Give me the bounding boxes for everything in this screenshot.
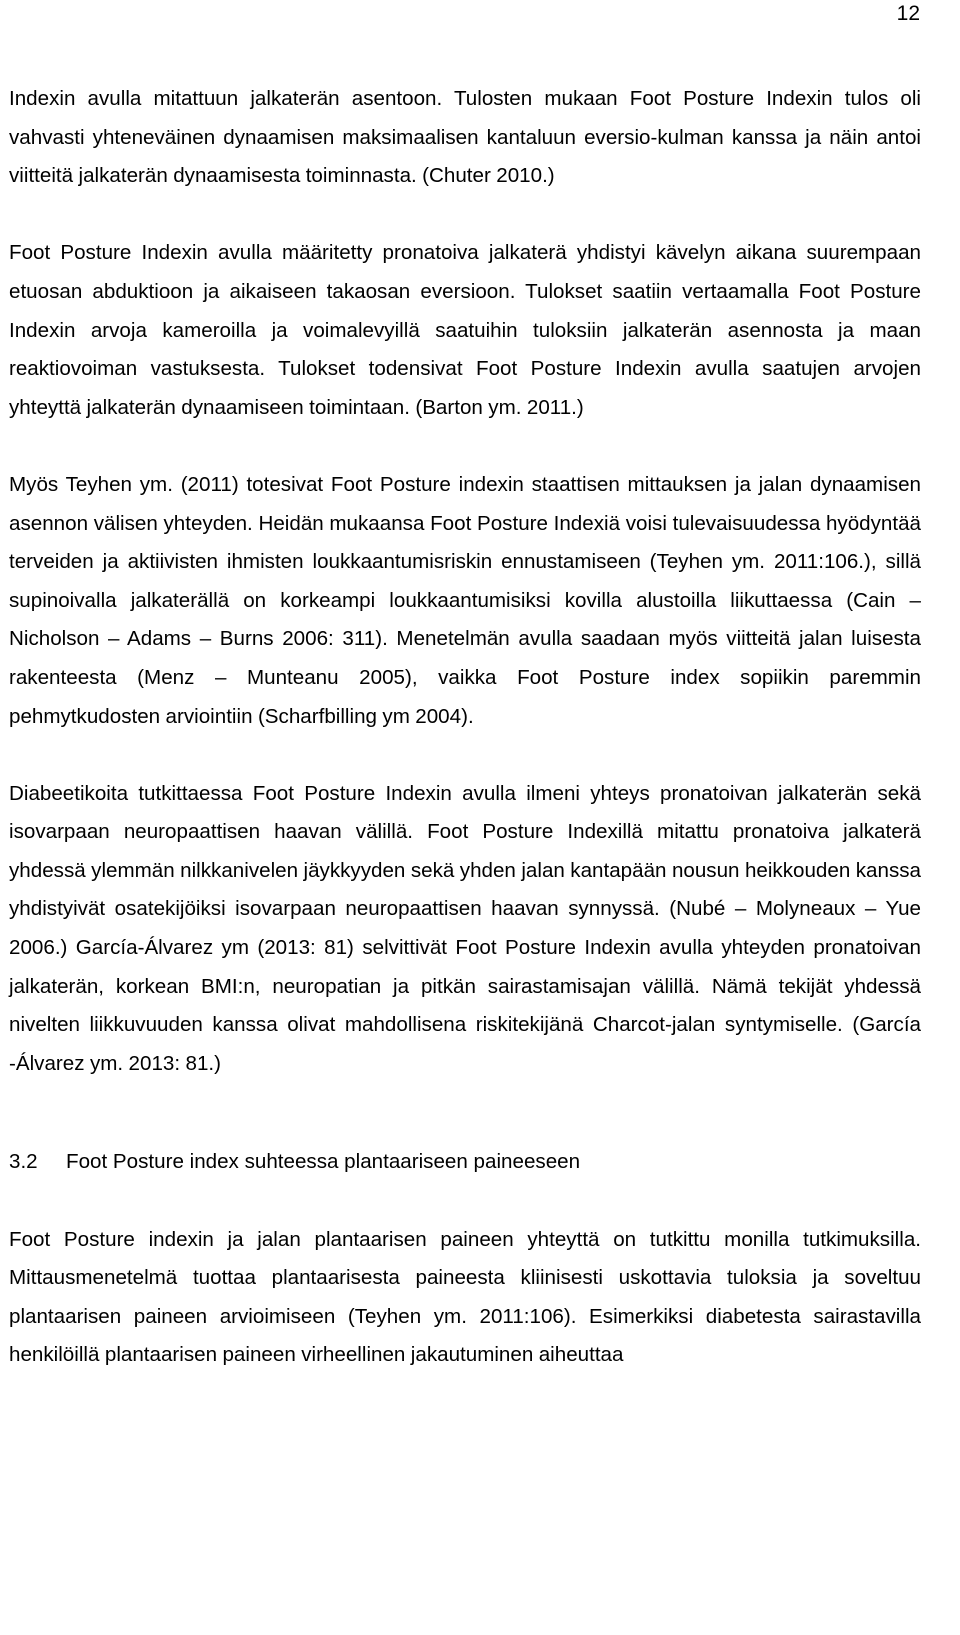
section-heading	[9, 1143, 921, 1182]
paragraph-diabetes: Diabeetikoita tutkittaessa Foot Posture Indexin avulla ilmeni yhteys pronatoivan jalkaterän sekä isovarpaan neuropaattisen haavan välillä. Foot Posture Indexillä mitattu pronatoiva jalkaterä yhdessä ylemmän nilkkanivelen jäykkyyden sekä yhden jalan kantapään nousun heikkouden kanssa yhdistyivät osatekijöiksi isovarpaan neuropaattisen haavan synnyssä. (Nubé – Molyneaux – Yue 2006.) García-Álvarez ym (2013: 81) selvittivät Foot Posture Indexin avulla yhteyden pronatoivan jalkaterän, korkean BMI:n, neuropatian ja pitkän sairastamisajan välillä. Nämä tekijät yhdessä nivelten liikkuvuuden kanssa olivat mahdollisena riskitekijänä Charcot-jalan syntymiselle. (García -Álvarez ym. 2013: 81.)	[9, 781, 921, 1075]
paragraph-plantar-pressure: Foot Posture indexin ja jalan plantaarisen paineen yhteyttä on tutkittu monilla tutkimuksilla. Mittausmenetelmä tuottaa plantaarisesta paineesta kliinisesti uskottavia tuloksia ja soveltuu plantaarisen paineen arvioimiseen (Teyhen ym. 2011:106). Esimerkiksi diabetesta sairastavilla henkilöillä plantaarisen paineen virheellinen jakautuminen aiheuttaa	[9, 1227, 921, 1367]
section-number: 3.2	[9, 1150, 38, 1174]
paragraph-barton: Foot Posture Indexin avulla määritetty pronatoiva jalkaterä yhdistyi kävelyn aikana suurempaan etuosan abduktioon ja aikaiseen takaosan eversioon. Tulokset saatiin vertaamalla Foot Posture Indexin arvoja kameroilla ja voimalevyillä saatuihin tuloksiin jalkaterän asennosta ja maan reaktiovoiman vastuksesta. Tulokset todensivat Foot Posture Indexin avulla saatujen arvojen yhteyttä jalkaterän dynaamiseen toimintaan. (Barton ym. 2011.)	[9, 241, 921, 419]
document-body	[9, 80, 921, 1375]
section-title: Foot Posture index suhteessa plantaariseen paineeseen	[66, 1150, 581, 1174]
paragraph-teyhen: Myös Teyhen ym. (2011) totesivat Foot Posture indexin staattisen mittauksen ja jalan dynaamisen asennon välisen yhteyden. Heidän mukaansa Foot Posture Indexiä voisi tulevaisuudessa hyödyntää terveiden ja aktiivisten ihmisten loukkaantumisriskin ennustamiseen (Teyhen ym. 2011:106.), sillä supinoivalla jalkaterällä on korkeampi loukkaantumisiksi kovilla alustoilla liikuttaessa (Cain – Nicholson – Adams – Burns 2006: 311). Menetelmän avulla saadaan myös viitteitä jalan luisesta rakenteesta (Menz – Munteanu 2005), vaikka Foot Posture index sopiikin paremmin pehmytkudosten arviointiin (Scharfbilling ym 2004).	[9, 472, 921, 728]
paragraph-chuter: Indexin avulla mitattuun jalkaterän asentoon. Tulosten mukaan Foot Posture Indexin tulos oli vahvasti yhteneväinen dynaamisen maksimaalisen kantaluun eversio-kulman kanssa ja näin antoi viitteitä jalkaterän dynaamisesta toiminnasta. (Chuter 2010.)	[9, 87, 921, 188]
page-number: 12	[896, 2, 920, 25]
